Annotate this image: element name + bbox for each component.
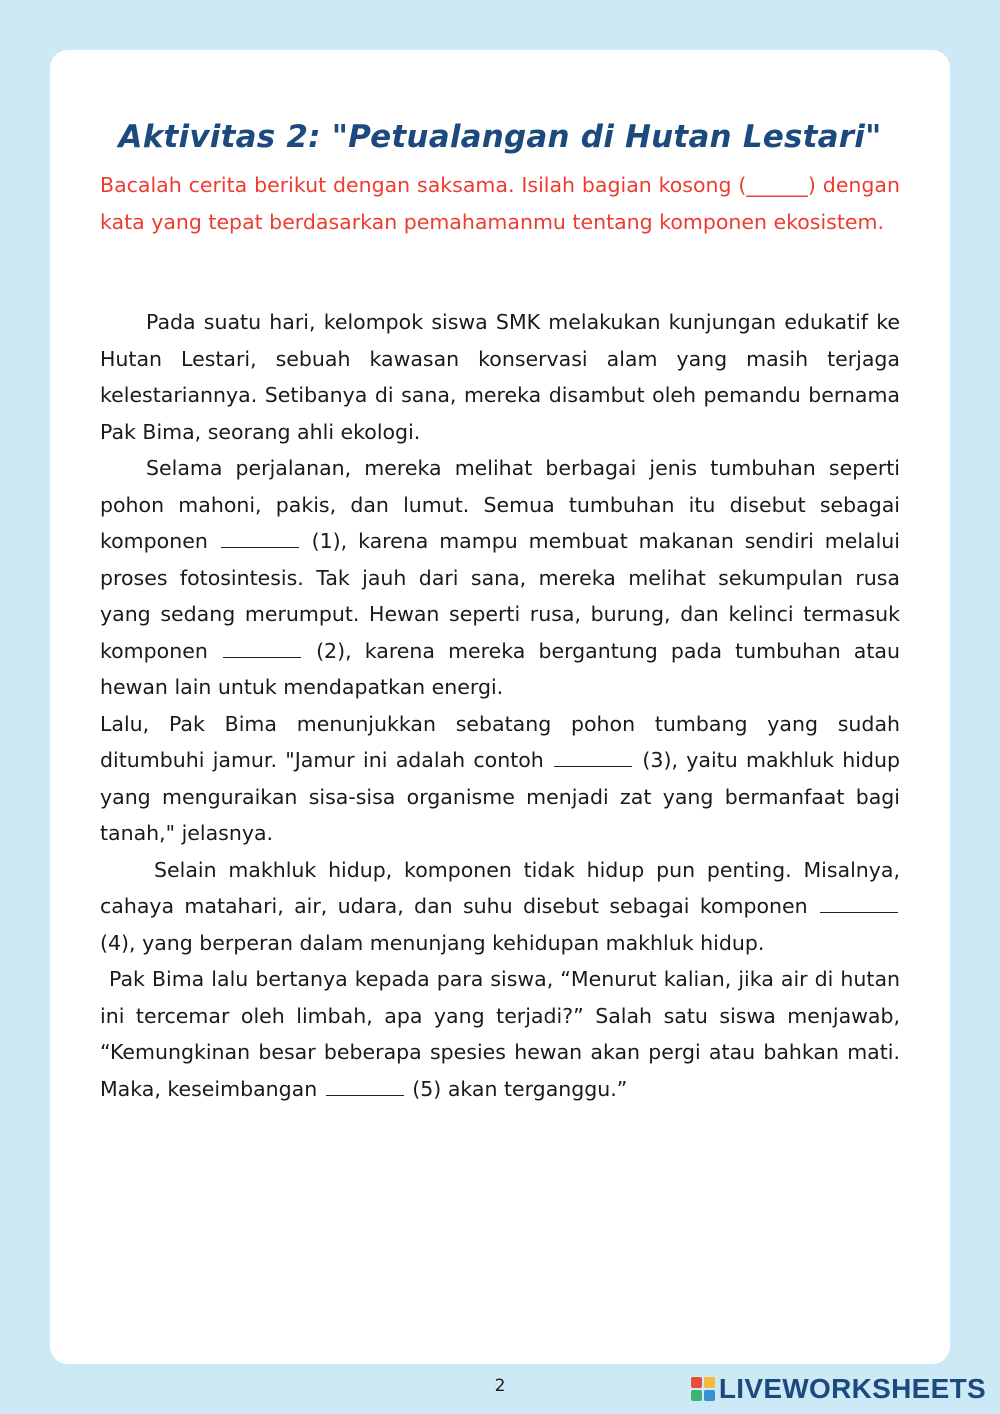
answer-blank-4[interactable] <box>820 890 898 913</box>
story-text <box>100 304 900 1107</box>
story-paragraph-5 <box>100 961 900 1107</box>
instruction-text: Bacalah cerita berikut dengan saksama. Isilah bagian kosong (______) dengan kata yang tepat berdasarkan pemahamanmu tentang komponen ekosistem. <box>100 173 900 234</box>
story-paragraph-2-text-c: (2), karena mereka bergantung pada tumbuhan atau hewan lain untuk mendapatkan energi. <box>100 638 900 699</box>
story-paragraph-2-text-a: Selama perjalanan, mereka melihat berbagai jenis tumbuhan seperti pohon mahoni, pakis, dan lumut. Semua tumbuhan itu disebut sebagai komponen <box>100 456 900 553</box>
story-paragraph-3-text-b: (3), yaitu makhluk hidup yang menguraikan sisa-sisa organisme menjadi zat yang bermanfaat bagi tanah," jelasnya. <box>100 748 900 845</box>
worksheet-card <box>50 50 950 1364</box>
story-paragraph-5-text-a: Pak Bima lalu bertanya kepada para siswa, “Menurut kalian, jika air di hutan ini tercemar oleh limbah, apa yang terjadi?” Salah satu siswa menjawab, “Kemungkinan besar beberapa spesies hewan akan pergi atau bahkan mati. Maka, keseimbangan <box>100 967 900 1101</box>
activity-title: Aktivitas 2: "Petualangan di Hutan Lestari" <box>118 119 882 155</box>
story-paragraph-4-text-b: (4), yang berperan dalam menunjang kehidupan makhluk hidup. <box>100 930 765 955</box>
answer-blank-5[interactable] <box>326 1073 404 1096</box>
story-paragraph-1 <box>100 304 900 450</box>
answer-blank-1[interactable] <box>221 525 299 548</box>
story-paragraph-5-text-b: (5) akan terganggu.” <box>412 1076 628 1101</box>
liveworksheets-brand[interactable] <box>691 1372 986 1406</box>
page-number: 2 <box>494 1376 506 1396</box>
story-paragraph-2 <box>100 450 900 706</box>
story-paragraph-4 <box>100 852 900 962</box>
liveworksheets-logo-icon <box>691 1377 715 1401</box>
story-paragraph-3-text-a: Lalu, Pak Bima menunjukkan sebatang pohon tumbang yang sudah ditumbuhi jamur. "Jamur ini adalah contoh <box>100 711 900 772</box>
story-paragraph-2-text-b: (1), karena mampu membuat makanan sendiri melalui proses fotosintesis. Tak jauh dari sana, mereka melihat sekumpulan rusa yang sedang merumput. Hewan seperti rusa, burung, dan kelinci termasuk komponen <box>100 529 900 663</box>
answer-blank-2[interactable] <box>223 635 301 658</box>
answer-blank-3[interactable] <box>554 744 632 767</box>
story-paragraph-1-text: Pada suatu hari, kelompok siswa SMK melakukan kunjungan edukatif ke Hutan Lestari, sebuah kawasan konservasi alam yang masih terjaga kelestariannya. Setibanya di sana, mereka disambut oleh pemandu bernama Pak Bima, seorang ahli ekologi. <box>100 310 900 444</box>
story-paragraph-4-text-a: Selain makhluk hidup, komponen tidak hidup pun penting. Misalnya, cahaya matahari, air, udara, dan suhu disebut sebagai komponen <box>100 857 900 918</box>
brand-name: LIVEWORKSHEETS <box>718 1373 986 1404</box>
story-paragraph-3 <box>100 706 900 852</box>
